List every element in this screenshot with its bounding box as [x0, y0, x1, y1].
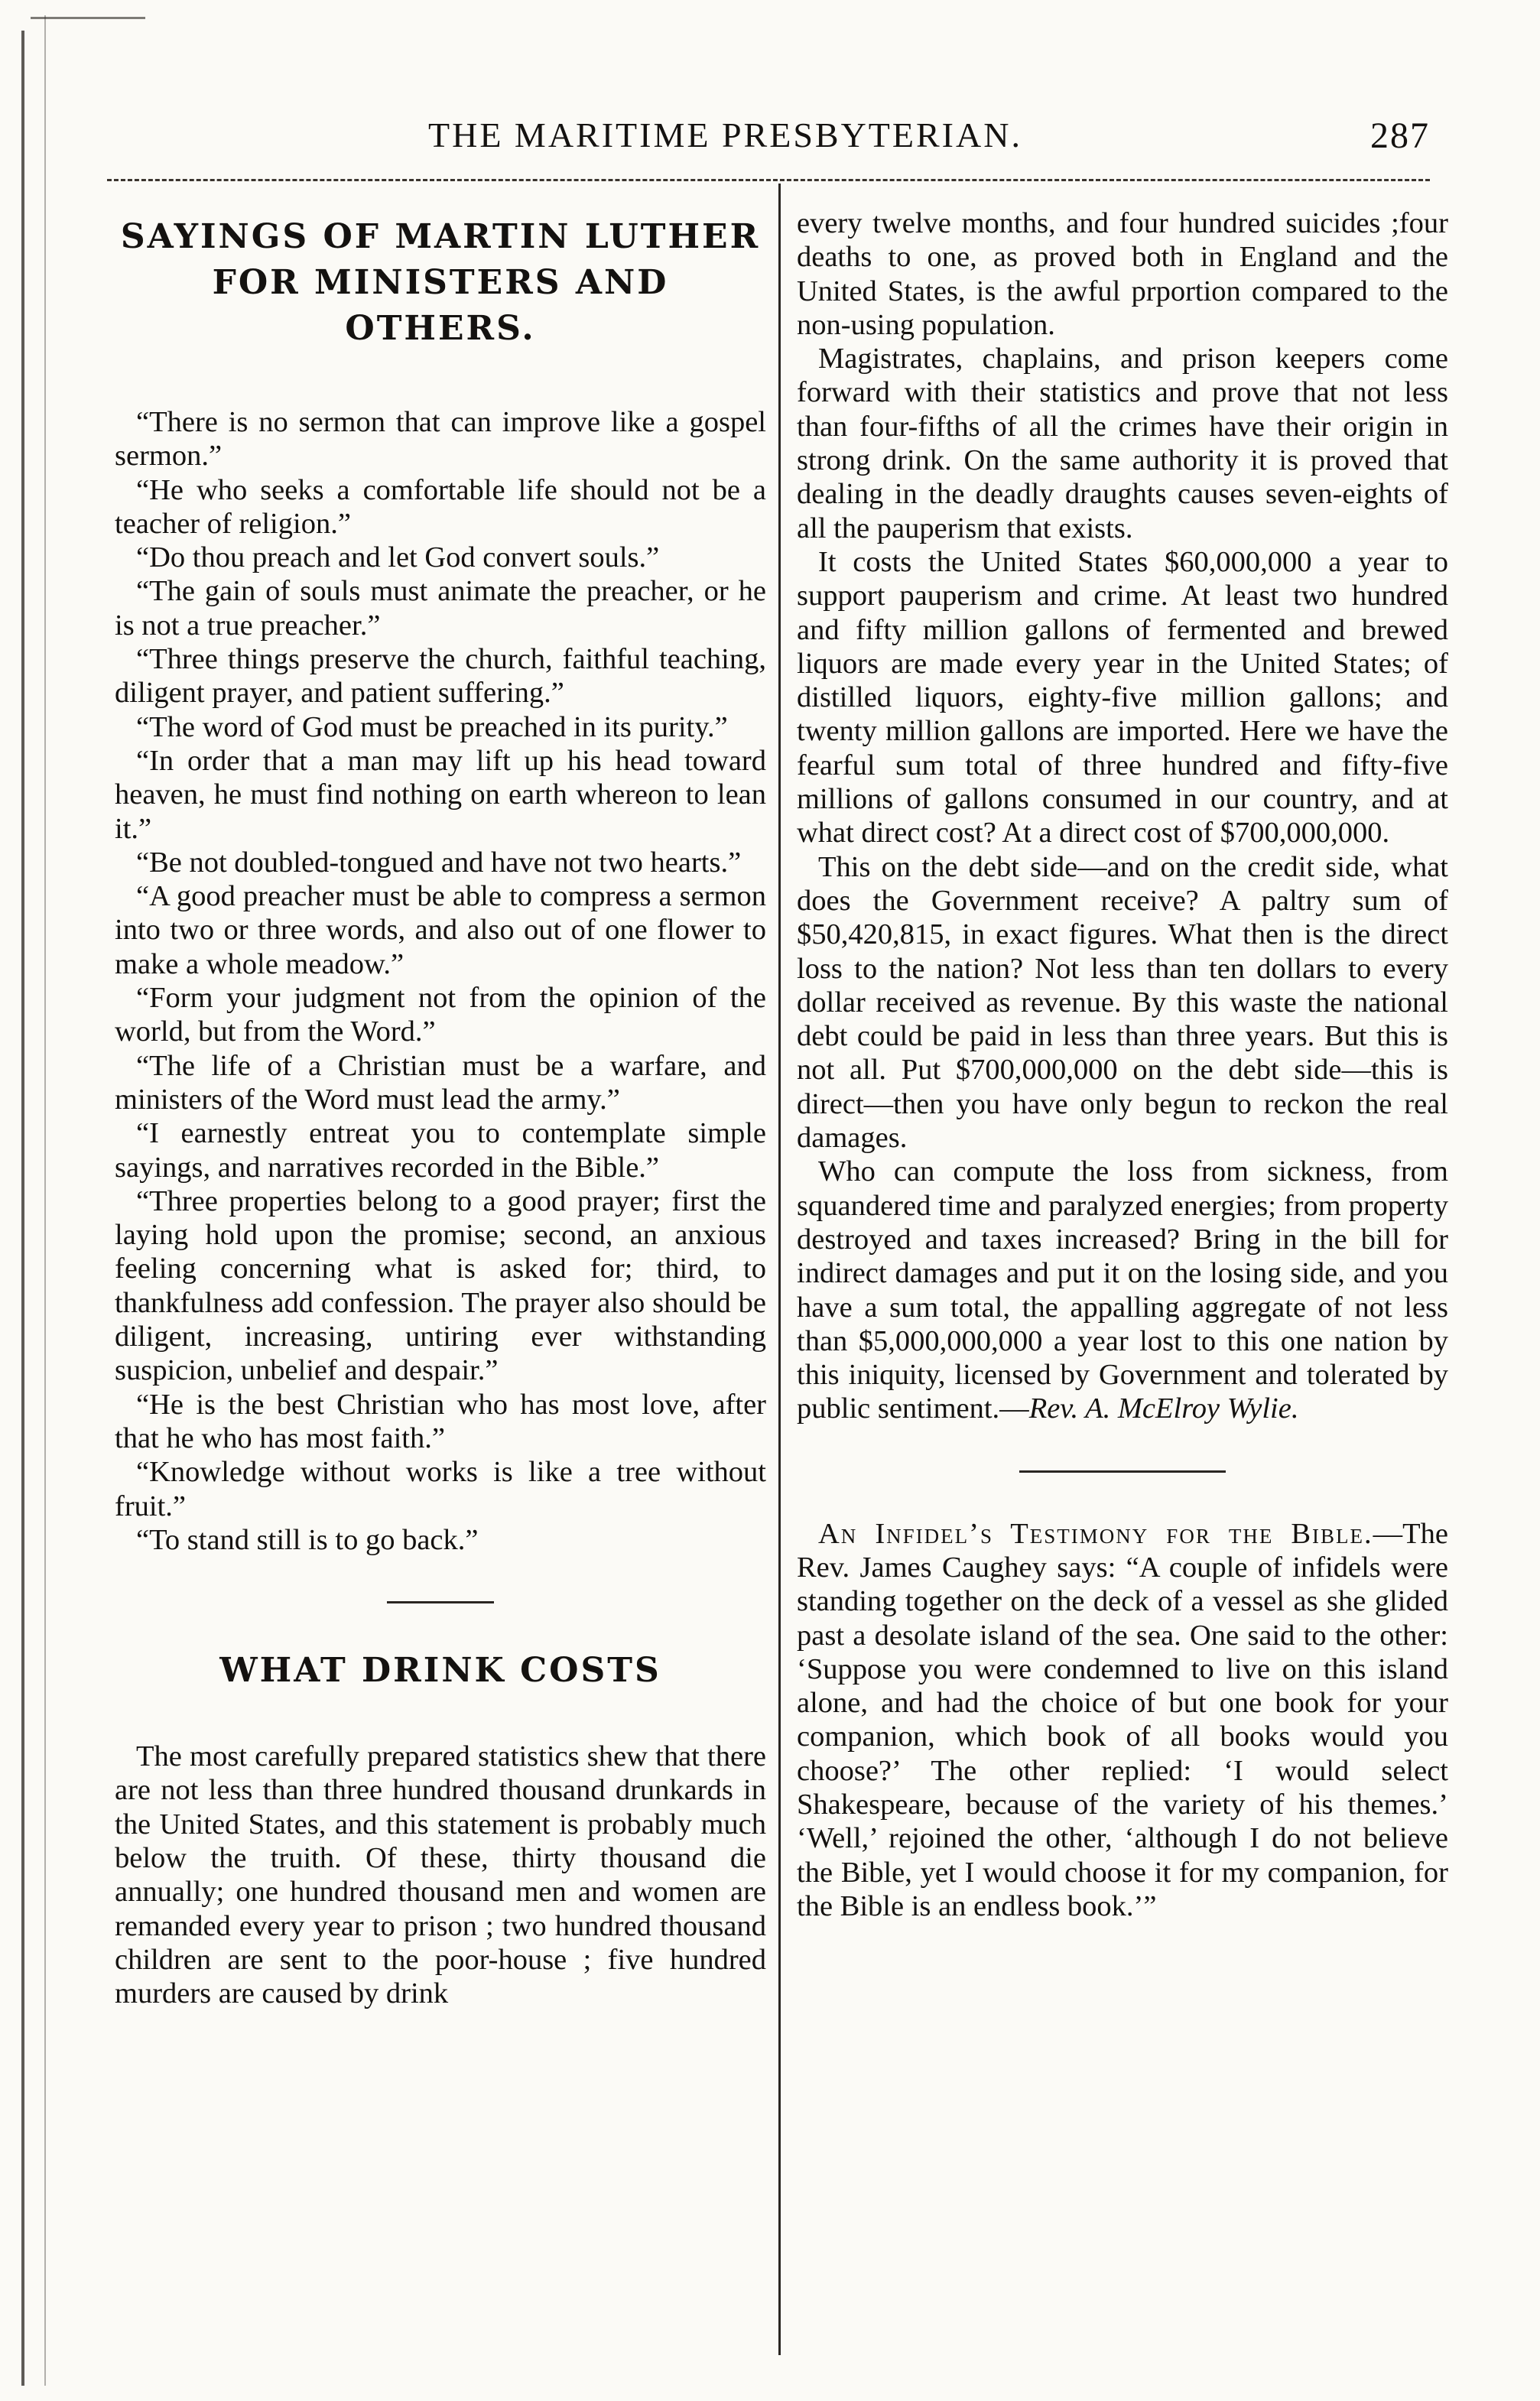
saying-paragraph: “He who seeks a comfortable life should not be a teacher of religion.” [115, 473, 766, 540]
page-number: 287 [1370, 115, 1430, 156]
journal-title: THE MARITIME PRESBYTERIAN. [428, 115, 1022, 154]
saying-paragraph: “The life of a Christian must be a warfare, and ministers of the Word must lead the army.” [115, 1049, 766, 1116]
saying-paragraph: “The word of God must be preached in its purity.” [136, 710, 728, 743]
saying-paragraph: “Form your judgment not from the opinion of the world, but from the Word.” [115, 982, 766, 1048]
infidel-testimony-lead: An Infidel’s Testimony for the Bible. [818, 1517, 1373, 1550]
saying-paragraph: “A good preacher must be able to compress a sermon into two or three words, and also out of one flower to make a whole meadow.” [115, 880, 766, 980]
column-divider [778, 184, 781, 2355]
saying-paragraph: “He is the best Christian who has most love, after that he who has most faith.” [115, 1388, 766, 1454]
drink-costs-paragraph: Magistrates, chaplains, and prison keepers come forward with their statistics and prove that not less than four-fifths of all the crimes have their origin in strong drink. On the same authority it is proved that dealing in the deadly draughts causes seven-eights of all the pauperism that exists. [797, 343, 1448, 544]
saying-paragraph: “Three properties belong to a good prayer; first the laying hold upon the promise; second, an anxious feeling concerning what is asked for; third, to thankfulness add confession. The prayer also should be diligent, increasing, untiring ever withstanding suspicion, unbelief and despair.” [115, 1184, 766, 1387]
drink-costs-intro: The most carefully prepared statistics shew that there are not less than three hundred thousand drunkards in the United States, and this statement is probably much below the truith. Of these, thirty thousand die annually; one hundred thousand men and women are remanded every year to prison ; two hundred thousand children are sent to the poor-house ; five hundred murders are caused by drink [115, 1740, 766, 2010]
drink-costs-paragraph: This on the debt side—and on the credit side, what does the Government receive? A paltry sum of $50,420,815, in exact figures. What then is the direct loss to the nation? Not less than ten dollars to every dollar received as revenue. By this waste the national debt could be paid in less than three years. But this is not all. Put $700,000,000 on the debt side—this is direct—then you have only begun to reckon the real damages. [797, 850, 1448, 1155]
saying-paragraph: “Do thou preach and let God convert souls.” [136, 541, 660, 574]
corner-mark [31, 17, 145, 19]
section-divider [1019, 1470, 1226, 1473]
saying-paragraph: “To stand still is to go back.” [136, 1523, 479, 1556]
section-divider [387, 1601, 494, 1603]
saying-paragraph: “The gain of souls must animate the preacher, or he is not a true preacher.” [115, 575, 766, 642]
header-rule [107, 179, 1430, 181]
saying-paragraph: “Knowledge without works is like a tree without fruit.” [115, 1456, 766, 1522]
saying-paragraph: “Three things preserve the church, faithful teaching, diligent prayer, and patient suffering.” [115, 643, 766, 710]
saying-paragraph: “There is no sermon that can improve like a gospel sermon.” [115, 406, 766, 473]
saying-paragraph: “In order that a man may lift up his head toward heaven, he must find nothing on earth whereon to lean it.” [115, 744, 766, 845]
right-column [797, 206, 1448, 1923]
binding-margin-shadow [44, 15, 46, 2386]
sayings-title: SAYINGS OF MARTIN LUTHER FOR MINISTERS AND OTHERS. [120, 217, 761, 348]
infidel-testimony-text: —The Rev. James Caughey says: “A couple of infidels were standing together on the deck of a vessel as she glided past a desolate island of the sea. One said to the other: ‘Suppose you were condemned to live on this island alone, and had the choice of but one book for your companion, which book of all books would you choose?’ The other replied: ‘I would select Shakespeare, because of the variety of his themes.’ ‘Well,’ rejoined the other, ‘although I do not believe the Bible, yet I would choose it for my companion, for the Bible is an endless book.’” [797, 1517, 1448, 1922]
saying-paragraph: “Be not doubled-tongued and have not two hearts.” [136, 846, 742, 879]
drink-costs-paragraph: every twelve months, and four hundred suicides ;four deaths to one, as proved both in England and the United States, is the awful prportion compared to the non-using population. [797, 207, 1448, 341]
drink-costs-paragraph: It costs the United States $60,000,000 a year to support pauperism and crime. At least two hundred and fifty million gallons of fermented and brewed liquors are made every year in the United States; of distilled liquors, eighty-five million gallons; and twenty million gallons are imported. Here we have the fearful sum total of three hundred and fifty-five millions of gallons consumed in our country, and at what direct cost? At a direct cost of $700,000,000. [797, 545, 1448, 850]
drink-costs-final-text: Who can compute the loss from sickness, from squandered time and paralyzed energies; from property destroyed and taxes increased? Bring in the bill for indirect damages and put it on the losing side, and you have a sum total, the appalling aggregate of not less than $5,000,000,000 a year lost to this one nation by this iniquity, licensed by Government and tolerated by public sentiment.— [797, 1155, 1448, 1425]
author-signature: Rev. A. McElroy Wylie. [1028, 1392, 1299, 1425]
drink-costs-title: WHAT DRINK COSTS [219, 1651, 661, 1691]
infidel-testimony-paragraph [797, 1517, 1448, 1924]
left-column [115, 206, 766, 2010]
running-head [107, 115, 1430, 168]
drink-costs-paragraph [797, 1155, 1448, 1425]
binding-margin-rule [21, 31, 24, 2386]
saying-paragraph: “I earnestly entreat you to contemplate simple sayings, and narratives recorded in the Bible.” [115, 1117, 766, 1184]
